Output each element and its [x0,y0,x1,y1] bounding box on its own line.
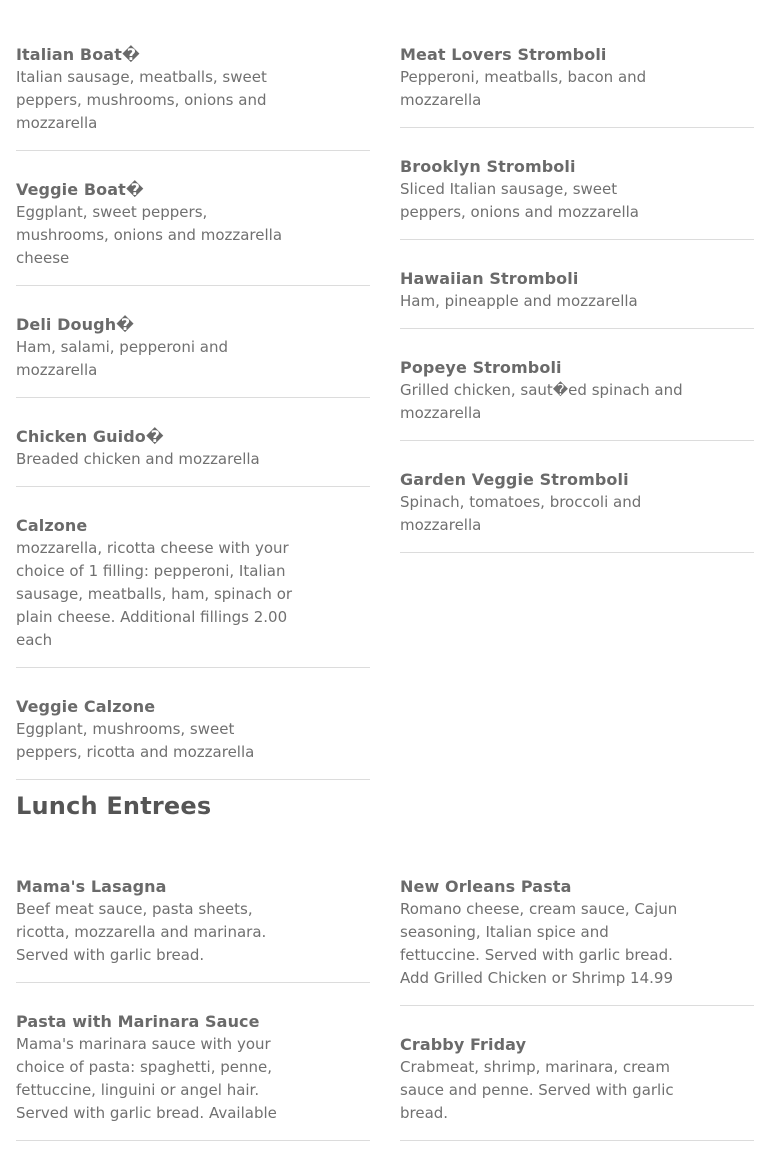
menu-item-description: Spinach, tomatoes, broccoli and mozzarella [400,493,642,534]
menu-item-description: Sliced Italian sausage, sweet peppers, onions and mozzarella [400,180,639,221]
menu-item-name: Meat Lovers Stromboli [400,45,607,64]
menu-item [400,255,754,329]
menu-item-name: Pasta with Marinara Sauce [16,1012,260,1031]
menu-item-name: Calzone [16,516,88,535]
menu-item-description: Italian sausage, meatballs, sweet peppers, mushrooms, onions and mozzarella [16,68,267,132]
menu-item [16,31,370,151]
menu-item-name: Hawaiian Stromboli [400,269,579,288]
menu-item [16,863,370,983]
menu-item [400,344,754,441]
menu-item-description: Breaded chicken and mozzarella [16,450,260,468]
menu-item-name: Chicken Guido� [16,427,164,446]
lunch-column-left [16,863,370,1156]
section-title-lunch-entrees: Lunch Entrees [16,792,212,820]
menu-item-name: Veggie Calzone [16,697,156,716]
menu-item [400,143,754,240]
menu-item-name: Veggie Boat� [16,180,144,199]
menu-item-name: Popeye Stromboli [400,358,562,377]
menu-item [400,31,754,128]
menu-item-description: Pepperoni, meatballs, bacon and mozzarella [400,68,647,109]
menu-item-name: Deli Dough� [16,315,135,334]
menu-item [16,683,370,780]
menu-item [16,998,370,1141]
menu-item [16,301,370,398]
menu-item-description: Crabmeat, shrimp, marinara, cream sauce and penne. Served with garlic bread. [400,1058,674,1122]
menu-item [400,1021,754,1141]
menu-item [16,413,370,487]
menu-item-description: Mama's marinara sauce with your choice of pasta: spaghetti, penne, fettuccine, linguini or angel hair. Served with garlic bread. Available [16,1035,277,1122]
menu-item [400,456,754,553]
menu-column-right [400,31,754,568]
menu-item-description: Eggplant, mushrooms, sweet peppers, ricotta and mozzarella [16,720,255,761]
menu-item-description: Eggplant, sweet peppers, mushrooms, onions and mozzarella cheese [16,203,283,267]
menu-item [400,863,754,1006]
menu-column-left [16,31,370,795]
lunch-column-right [400,863,754,1156]
menu-item-name: Brooklyn Stromboli [400,157,576,176]
menu-item-description: Grilled chicken, saut�ed spinach and mozzarella [400,381,683,422]
menu-item-name: Italian Boat� [16,45,140,64]
menu-item-name: Mama's Lasagna [16,877,167,896]
menu-item-description: Beef meat sauce, pasta sheets, ricotta, mozzarella and marinara. Served with garlic bread. [16,900,267,964]
menu-item-description: Ham, salami, pepperoni and mozzarella [16,338,228,379]
menu-item-description: Ham, pineapple and mozzarella [400,292,638,310]
menu-item-name: Crabby Friday [400,1035,527,1054]
menu-item-name: New Orleans Pasta [400,877,572,896]
menu-item-description: Romano cheese, cream sauce, Cajun seasoning, Italian spice and fettuccine. Served with garlic bread. Add Grilled Chicken or Shrimp 14.99 [400,900,678,987]
menu-item [16,166,370,286]
menu-item-name: Garden Veggie Stromboli [400,470,629,489]
menu-item [16,502,370,668]
menu-item-description: mozzarella, ricotta cheese with your choice of 1 filling: pepperoni, Italian sausage, meatballs, ham, spinach or plain cheese. Additional fillings 2.00 each [16,539,293,649]
